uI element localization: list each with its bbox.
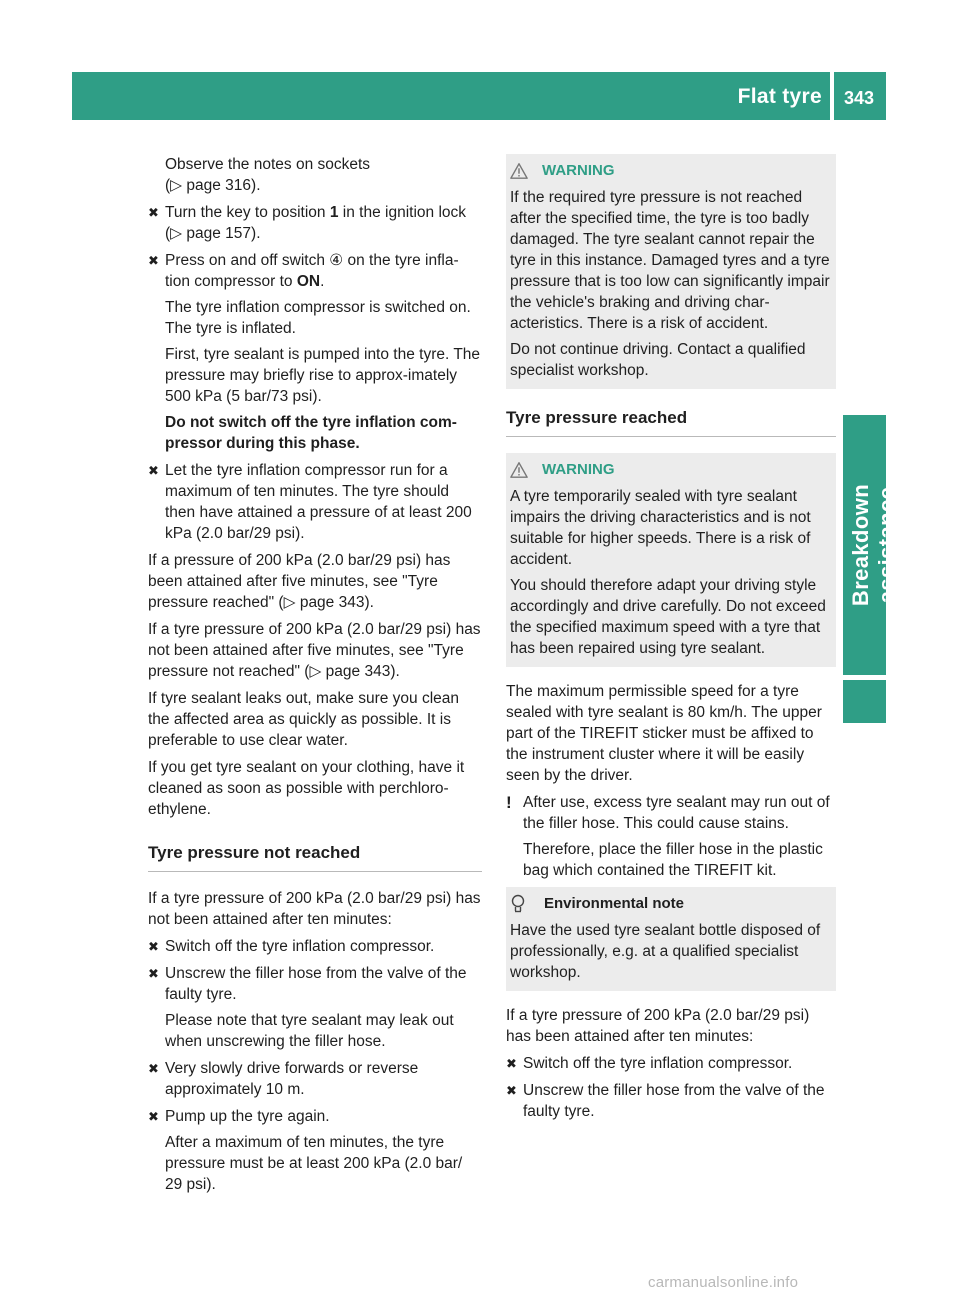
arrow-bullet-icon: ✖ — [148, 253, 159, 268]
section-title: Flat tyre — [737, 85, 822, 108]
step-pump-again: ✖ Pump up the tyre again. After a maximum of ten minutes, the tyre pressure must be at least 200 kPa (2.0 bar/ 29 psi). — [148, 1108, 463, 1193]
right-column — [506, 154, 836, 1128]
arrow-bullet-icon: ✖ — [148, 966, 159, 981]
para-clean-leak: If tyre sealant leaks out, make sure you clean the affected area as quickly as possible. It is preferable to use clear water. — [148, 690, 460, 749]
lightbulb-icon — [510, 894, 526, 914]
side-tab-label: Breakdown assistance — [848, 483, 899, 607]
exclamation-icon: ! — [506, 793, 512, 812]
warning-triangle-icon — [510, 461, 528, 479]
side-marker — [843, 680, 886, 723]
heading-not-reached: Tyre pressure not reached — [148, 842, 482, 872]
environmental-note-box: Environmental note Have the used tyre sealant bottle disposed of professionally, e.g. at a qualified specialist workshop. — [506, 887, 836, 991]
para-clothing: If you get tyre sealant on your clothing, have it cleaned as soon as possible with perchloro-ethylene. — [148, 759, 465, 818]
arrow-bullet-icon: ✖ — [148, 1109, 159, 1124]
step-unscrew-hose-right: ✖ Unscrew the filler hose from the valve of the faulty tyre. — [506, 1082, 825, 1120]
arrow-bullet-icon: ✖ — [506, 1056, 517, 1071]
arrow-bullet-icon: ✖ — [148, 205, 159, 220]
para-five-minutes-not-reached: If a tyre pressure of 200 kPa (2.0 bar/29 psi) has not been attained after five minutes, see "Tyre pressure not reached" (▷ page 343). — [148, 621, 481, 680]
note-excess-sealant: ! After use, excess tyre sealant may run out of the filler hose. This could cause stains. Therefore, place the filler hose in the plastic bag which contained the TIREFIT kit. — [506, 793, 830, 879]
page-number: 343 — [844, 88, 875, 108]
warning-triangle-icon — [510, 162, 528, 180]
environmental-note-title: Environmental note — [544, 895, 685, 912]
left-column — [148, 154, 482, 1201]
para-five-minutes-reached: If a pressure of 200 kPa (2.0 bar/29 psi) has been attained after five minutes, see "Tyre pressure reached" (▷ page 343). — [148, 552, 451, 611]
step-turn-key: ✖ Turn the key to position 1 in the ignition lock (▷ page 157). — [148, 204, 467, 242]
para-ten-minutes-reached: If a tyre pressure of 200 kPa (2.0 bar/29 psi) has been attained after ten minutes: — [506, 1007, 810, 1045]
sockets-note: Observe the notes on sockets (▷ page 316). — [165, 156, 371, 194]
step-drive-slowly: ✖ Very slowly drive forwards or reverse approximately 10 m. — [148, 1060, 419, 1098]
warning-title: WARNING — [542, 162, 615, 179]
para-ten-minutes: If a tyre pressure of 200 kPa (2.0 bar/29 psi) has not been attained after ten minutes: — [148, 890, 481, 928]
watermark: carmanualsonline.info — [648, 1274, 799, 1291]
step-switch-off: ✖ Switch off the tyre inflation compressor. — [148, 938, 435, 955]
heading-reached: Tyre pressure reached — [506, 407, 836, 437]
para-max-speed: The maximum permissible speed for a tyre sealed with tyre sealant is 80 km/h. The upper part of the TIREFIT sticker must be affixed to the instrument cluster where it will be easily seen by the driver. — [506, 683, 822, 784]
arrow-bullet-icon: ✖ — [148, 463, 159, 478]
warning-title: WARNING — [542, 461, 615, 478]
arrow-bullet-icon: ✖ — [148, 939, 159, 954]
header-separator — [830, 72, 834, 120]
warning-box-reached: WARNING A tyre temporarily sealed with tyre sealant impairs the driving characteristics and is not suitable for higher speeds. There is a risk of accident. You should therefore adapt your driving style accordingly and drive carefully. Do not exceed the specified maximum speed with a tyre that has been repaired using tyre sealant. — [506, 453, 836, 667]
step-run-compressor: ✖ Let the tyre inflation compressor run for a maximum of ten minutes. The tyre should then have attained a pressure of at least 200 kPa (2.0 bar/29 psi). — [148, 462, 472, 542]
arrow-bullet-icon: ✖ — [506, 1083, 517, 1098]
step-unscrew-hose: ✖ Unscrew the filler hose from the valve of the faulty tyre. Please note that tyre sealant may leak out when unscrewing the filler hose. — [148, 965, 467, 1050]
arrow-bullet-icon: ✖ — [148, 1061, 159, 1076]
step-switch-off-right: ✖ Switch off the tyre inflation compressor. — [506, 1055, 793, 1072]
step-press-switch: ✖ Press on and off switch ④ on the tyre infla-tion compressor to ON. The tyre inflation compressor is switched on. The tyre is inflated. First, tyre sealant is pumped into the tyre. The pressure may briefly rise to approx-imately 500 kPa (5 bar/73 psi). Do not switch off the tyre inflation com-pressor during this phase. — [148, 252, 481, 452]
warning-box-not-reached: WARNING If the required tyre pressure is not reached after the specified time, the tyre is too badly damaged. The tyre sealant cannot repair the tyre in this instance. Damaged tyres and a tyre pressure that is too low can significantly impair the vehicle's braking and driving char-acteristics. There is a risk of accident. Do not continue driving. Contact a qualified specialist workshop. — [506, 154, 836, 389]
